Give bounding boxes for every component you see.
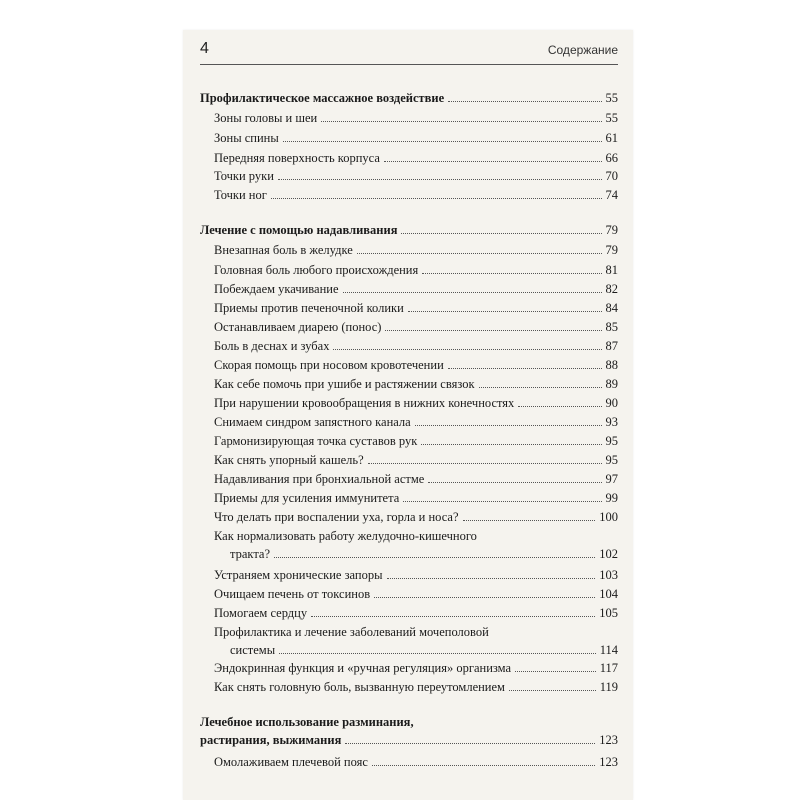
toc-entry: Снимаем синдром запястного канала 93 — [214, 415, 618, 429]
toc-entry: Гармонизирующая точка суставов рук 95 — [214, 434, 618, 448]
toc-entry: Побеждаем укачивание 82 — [214, 282, 618, 296]
toc-section-title: Профилактическое массажное воздействие 55 — [200, 91, 618, 105]
toc-entry: Профилактика и лечение заболеваний мочеполовой системы 114 — [214, 625, 618, 657]
toc-entry: Как снять упорный кашель? 95 — [214, 453, 618, 467]
toc-entry: Очищаем печень от токсинов 104 — [214, 587, 618, 601]
toc-entry: Приемы для усиления иммунитета 99 — [214, 491, 618, 505]
toc-entry: При нарушении кровообращения в нижних конечностях 90 — [214, 396, 618, 410]
toc-entry: Боль в деснах и зубах 87 — [214, 339, 618, 353]
toc-entry: Надавливания при бронхиальной астме 97 — [214, 472, 618, 486]
toc-entry: Точки руки 70 — [214, 169, 618, 183]
toc-entry: Помогаем сердцу 105 — [214, 606, 618, 620]
toc-entry: Останавливаем диарею (понос) 85 — [214, 320, 618, 334]
toc-section-title: Лечебное использование разминания, растирания, выжимания 123 — [200, 715, 618, 747]
toc-entry: Передняя поверхность корпуса 66 — [214, 151, 618, 165]
toc-entry: Головная боль любого происхождения 81 — [214, 263, 618, 277]
toc-entry: Эндокринная функция и «ручная регуляция» организма 117 — [214, 661, 618, 675]
toc-entry: Что делать при воспалении уха, горла и носа? 100 — [214, 510, 618, 524]
toc-entry: Омолаживаем плечевой пояс 123 — [214, 755, 618, 769]
toc-entry: Внезапная боль в желудке 79 — [214, 243, 618, 257]
toc-entry: Устраняем хронические запоры 103 — [214, 568, 618, 582]
toc-entry: Точки ног 74 — [214, 188, 618, 202]
toc-entry: Зоны головы и шеи 55 — [214, 111, 618, 125]
toc-entry: Зоны спины 61 — [214, 131, 618, 145]
table-of-contents — [200, 0, 618, 800]
toc-entry: Приемы против печеночной колики 84 — [214, 301, 618, 315]
running-head: Содержание — [547, 43, 618, 57]
toc-section-title: Лечение с помощью надавливания 79 — [200, 223, 618, 237]
toc-entry: Скорая помощь при носовом кровотечении 88 — [214, 358, 618, 372]
page-number: 4 — [200, 40, 209, 57]
toc-entry: Как снять головную боль, вызванную переутомлением 119 — [214, 680, 618, 694]
toc-entry: Как нормализовать работу желудочно-кишечного тракта? 102 — [214, 529, 618, 561]
toc-entry: Как себе помочь при ушибе и растяжении связок 89 — [214, 377, 618, 391]
